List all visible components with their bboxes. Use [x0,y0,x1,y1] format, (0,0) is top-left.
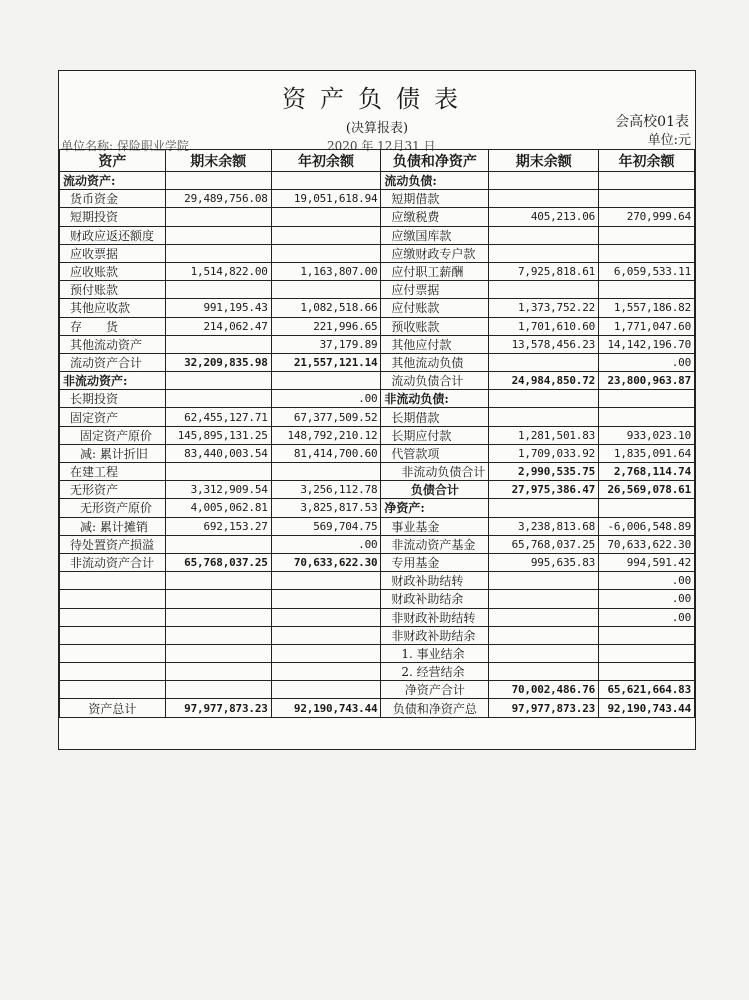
asset-label: 长期投资 [60,390,166,408]
liability-label: 其他流动负债 [381,353,489,371]
asset-end-value: 29,489,756.08 [165,190,271,208]
asset-end-value [165,644,271,662]
asset-label [60,681,166,699]
asset-label [60,663,166,681]
liability-begin-value: .00 [599,590,695,608]
liability-end-value: 1,281,501.83 [489,426,599,444]
liability-begin-value: 23,800,963.87 [599,372,695,390]
asset-label: 应收票据 [60,244,166,262]
asset-end-value [165,244,271,262]
liability-begin-value: 2,768,114.74 [599,463,695,481]
asset-begin-value: 3,825,817.53 [271,499,381,517]
asset-begin-value [271,172,381,190]
asset-end-value: 3,312,909.54 [165,481,271,499]
asset-label: 短期投资 [60,208,166,226]
asset-label [60,608,166,626]
liability-label: 应缴财政专户款 [381,244,489,262]
asset-label [60,572,166,590]
liability-begin-value [599,408,695,426]
liability-begin-value: .00 [599,608,695,626]
balance-sheet [58,70,696,750]
asset-end-value [165,281,271,299]
asset-begin-value: 1,082,518.66 [271,299,381,317]
asset-label [60,590,166,608]
table-row [60,426,695,444]
asset-end-value [165,172,271,190]
asset-label [60,644,166,662]
liability-label: 1. 事业结余 [381,644,489,662]
table-row [60,572,695,590]
liability-label: 流动负债合计 [381,372,489,390]
asset-label: 流动资产: [60,172,166,190]
table-row [60,335,695,353]
liability-begin-value [599,626,695,644]
asset-end-value: 214,062.47 [165,317,271,335]
table-row [60,463,695,481]
asset-end-value [165,372,271,390]
asset-end-value [165,226,271,244]
table-row [60,372,695,390]
asset-label: 应收账款 [60,262,166,280]
table-row [60,190,695,208]
asset-begin-value: .00 [271,390,381,408]
table-row [60,626,695,644]
asset-end-value [165,390,271,408]
table-row [60,262,695,280]
asset-label: 流动资产合计 [60,353,166,371]
table-row [60,353,695,371]
table-row [60,481,695,499]
asset-begin-value [271,226,381,244]
asset-begin-value: 569,704.75 [271,517,381,535]
liability-label: 应付职工薪酬 [381,262,489,280]
liability-end-value: 97,977,873.23 [489,699,599,717]
liability-label: 事业基金 [381,517,489,535]
asset-begin-value [271,244,381,262]
asset-begin-value [271,681,381,699]
liability-begin-value: 1,835,091.64 [599,444,695,462]
asset-begin-value: 92,190,743.44 [271,699,381,717]
table-row [60,317,695,335]
asset-label: 资产总计 [60,699,166,717]
liability-label: 其他应付款 [381,335,489,353]
asset-end-value: 991,195.43 [165,299,271,317]
liability-label: 预收账款 [381,317,489,335]
table-row [60,408,695,426]
liability-label: 短期借款 [381,190,489,208]
asset-end-value: 692,153.27 [165,517,271,535]
liability-end-value [489,608,599,626]
liability-label: 应付账款 [381,299,489,317]
table-row [60,663,695,681]
asset-begin-value: 67,377,509.52 [271,408,381,426]
liability-end-value: 65,768,037.25 [489,535,599,553]
table-row [60,208,695,226]
liability-end-value: 70,002,486.76 [489,681,599,699]
asset-end-value [165,590,271,608]
liability-end-value [489,408,599,426]
liability-begin-value [599,644,695,662]
liability-begin-value: 933,023.10 [599,426,695,444]
liability-label: 非流动负债: [381,390,489,408]
table-row [60,517,695,535]
asset-begin-value [271,208,381,226]
asset-end-value [165,608,271,626]
asset-begin-value: 70,633,622.30 [271,553,381,571]
liability-begin-value [599,190,695,208]
liability-label: 代管款项 [381,444,489,462]
asset-end-value: 1,514,822.00 [165,262,271,280]
liability-begin-value: 6,059,533.11 [599,262,695,280]
liability-end-value [489,244,599,262]
liability-begin-value [599,390,695,408]
table-row [60,499,695,517]
liability-begin-value [599,499,695,517]
liability-begin-value [599,244,695,262]
liability-label: 财政补助结余 [381,590,489,608]
form-number: 会高校01表 [615,114,689,130]
liability-label: 长期应付款 [381,426,489,444]
asset-end-value [165,463,271,481]
asset-end-value: 62,455,127.71 [165,408,271,426]
asset-label: 固定资产原价 [60,426,166,444]
liability-label: 负债和净资产总 [381,699,489,717]
asset-label: 预付账款 [60,281,166,299]
asset-label: 在建工程 [60,463,166,481]
liability-begin-value: 270,999.64 [599,208,695,226]
liability-end-value: 27,975,386.47 [489,481,599,499]
asset-label: 非流动资产: [60,372,166,390]
asset-end-value: 65,768,037.25 [165,553,271,571]
asset-label: 货币资金 [60,190,166,208]
liability-label: 净资产合计 [381,681,489,699]
report-date: 2020 年 12月31 日 [327,139,436,153]
sheet-title: 资产负债表 [282,85,472,113]
asset-end-value: 32,209,835.98 [165,353,271,371]
liability-end-value [489,499,599,517]
table-header-row [60,150,695,172]
sheet-subtitle: (决算报表) [345,121,409,136]
liability-end-value: 3,238,813.68 [489,517,599,535]
liability-end-value [489,190,599,208]
liability-end-value: 1,709,033.92 [489,444,599,462]
liability-label: 流动负债: [381,172,489,190]
liability-end-value: 405,213.06 [489,208,599,226]
liability-end-value: 995,635.83 [489,553,599,571]
asset-end-value [165,626,271,644]
table-row [60,590,695,608]
asset-begin-value [271,463,381,481]
asset-label: 减: 累计折旧 [60,444,166,462]
liability-label: 长期借款 [381,408,489,426]
asset-label: 财政应返还额度 [60,226,166,244]
liability-label: 财政补助结转 [381,572,489,590]
asset-begin-value [271,608,381,626]
asset-begin-value: 148,792,210.12 [271,426,381,444]
liability-end-value [489,226,599,244]
table-row [60,244,695,262]
liability-label: 2. 经营结余 [381,663,489,681]
col-header-assets: 资产 [60,150,166,172]
col-header-liabilities: 负债和净资产 [381,150,489,172]
table-row [60,390,695,408]
asset-end-value [165,681,271,699]
asset-begin-value: .00 [271,535,381,553]
liability-end-value [489,281,599,299]
asset-label: 无形资产原价 [60,499,166,517]
liability-begin-value: 14,142,196.70 [599,335,695,353]
asset-begin-value: 221,996.65 [271,317,381,335]
liability-label: 非流动负债合计 [381,463,489,481]
asset-begin-value [271,644,381,662]
asset-label: 存 货 [60,317,166,335]
liability-begin-value: 994,591.42 [599,553,695,571]
liability-begin-value: 65,621,664.83 [599,681,695,699]
col-header-liab-end: 期末余额 [489,150,599,172]
asset-begin-value: 81,414,700.60 [271,444,381,462]
table-row [60,281,695,299]
liability-label: 净资产: [381,499,489,517]
table-row [60,681,695,699]
table-row [60,699,695,717]
liability-end-value: 13,578,456.23 [489,335,599,353]
asset-begin-value: 1,163,807.00 [271,262,381,280]
asset-begin-value [271,372,381,390]
asset-end-value [165,535,271,553]
unit-name: 单位名称: 保险职业学院 [61,139,189,153]
asset-end-value [165,663,271,681]
asset-begin-value [271,572,381,590]
asset-label: 减: 累计摊销 [60,517,166,535]
liability-begin-value: -6,006,548.89 [599,517,695,535]
col-header-assets-begin: 年初余额 [271,150,381,172]
asset-end-value: 83,440,003.54 [165,444,271,462]
liability-end-value [489,590,599,608]
liability-end-value [489,172,599,190]
liability-begin-value [599,172,695,190]
asset-end-value [165,572,271,590]
liability-end-value [489,390,599,408]
asset-begin-value [271,281,381,299]
asset-label: 非流动资产合计 [60,553,166,571]
liability-end-value [489,572,599,590]
asset-begin-value [271,663,381,681]
col-header-assets-end: 期末余额 [165,150,271,172]
currency-unit: 单位:元 [647,133,691,148]
liability-label: 负债合计 [381,481,489,499]
liability-end-value: 24,984,850.72 [489,372,599,390]
liability-begin-value [599,281,695,299]
liability-end-value: 7,925,818.61 [489,262,599,280]
balance-table [59,149,695,718]
liability-begin-value: 70,633,622.30 [599,535,695,553]
liability-label: 应缴国库款 [381,226,489,244]
asset-label: 其他流动资产 [60,335,166,353]
table-row [60,644,695,662]
asset-end-value [165,208,271,226]
liability-label: 非财政补助结余 [381,626,489,644]
asset-label [60,626,166,644]
asset-begin-value [271,626,381,644]
liability-begin-value: .00 [599,572,695,590]
col-header-liab-begin: 年初余额 [599,150,695,172]
asset-end-value: 97,977,873.23 [165,699,271,717]
table-row [60,608,695,626]
asset-label: 其他应收款 [60,299,166,317]
liability-end-value: 1,701,610.60 [489,317,599,335]
liability-end-value: 2,990,535.75 [489,463,599,481]
asset-begin-value [271,590,381,608]
table-row [60,172,695,190]
liability-end-value [489,626,599,644]
liability-begin-value: 1,771,047.60 [599,317,695,335]
asset-end-value: 4,005,062.81 [165,499,271,517]
liability-begin-value: .00 [599,353,695,371]
table-row [60,535,695,553]
liability-begin-value: 1,557,186.82 [599,299,695,317]
table-row [60,553,695,571]
asset-label: 待处置资产损溢 [60,535,166,553]
liability-label: 应缴税费 [381,208,489,226]
liability-begin-value: 26,569,078.61 [599,481,695,499]
table-row [60,299,695,317]
asset-label: 固定资产 [60,408,166,426]
liability-end-value [489,644,599,662]
liability-end-value [489,663,599,681]
liability-label: 非流动资产基金 [381,535,489,553]
liability-label: 非财政补助结转 [381,608,489,626]
asset-begin-value: 21,557,121.14 [271,353,381,371]
asset-end-value [165,335,271,353]
liability-begin-value: 92,190,743.44 [599,699,695,717]
asset-begin-value: 37,179.89 [271,335,381,353]
asset-end-value: 145,895,131.25 [165,426,271,444]
liability-label: 应付票据 [381,281,489,299]
asset-begin-value: 19,051,618.94 [271,190,381,208]
liability-label: 专用基金 [381,553,489,571]
liability-begin-value [599,226,695,244]
liability-end-value: 1,373,752.22 [489,299,599,317]
liability-begin-value [599,663,695,681]
asset-begin-value: 3,256,112.78 [271,481,381,499]
table-row [60,444,695,462]
asset-label: 无形资产 [60,481,166,499]
table-row [60,226,695,244]
liability-end-value [489,353,599,371]
